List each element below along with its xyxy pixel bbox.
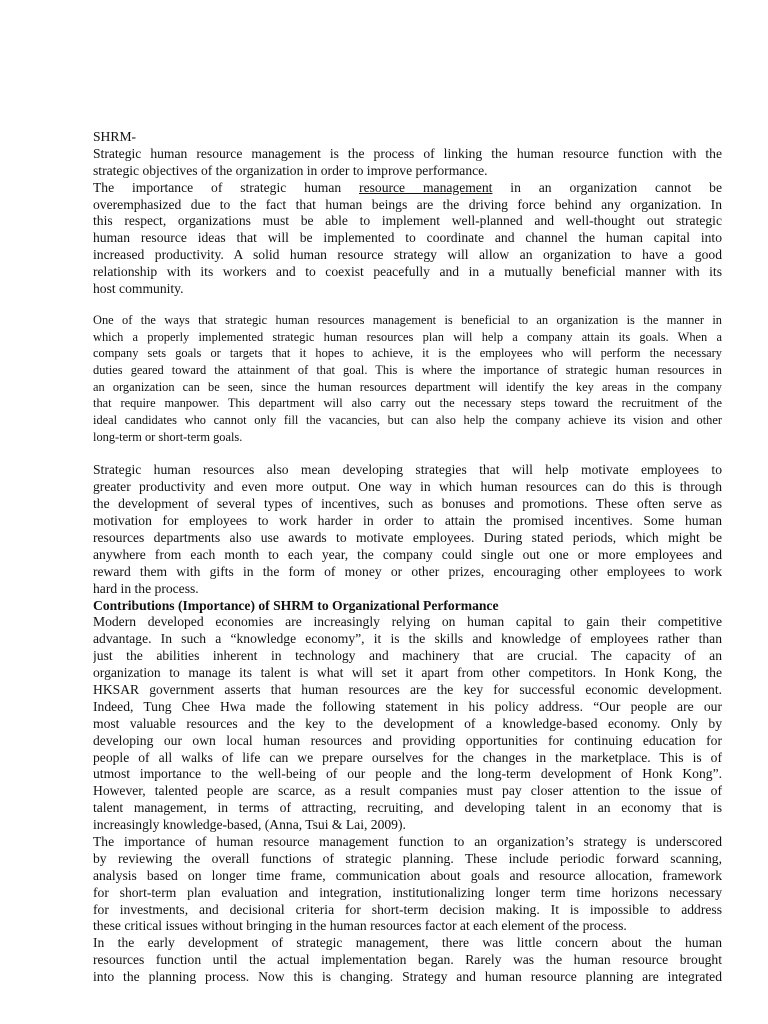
- text-line: most valuable resources and the key to the development of a knowledge-based economy. Only by: [93, 715, 722, 731]
- text-line: host community.: [93, 281, 184, 297]
- text-line: organization to manage its talent is what will set it apart from other competitors. In Honk Kong, the: [93, 665, 722, 681]
- text-line: analysis based on longer time frame, communication about goals and resource allocation, framework: [93, 867, 722, 883]
- text-line: greater productivity and even more output. One way in which human resources can do this is through: [93, 479, 722, 495]
- text-line: However, talented people are scarce, as a result companies must pay closer attention to the issue of: [93, 783, 722, 799]
- text-line: this respect, organizations must be able to implement well-planned and well-thought out strategic: [93, 213, 722, 229]
- text-line: [93, 180, 722, 197]
- text-line: advantage. In such a “knowledge economy”, it is the skills and knowledge of employees rather than: [93, 631, 722, 647]
- text-line: anywhere from each month to each year, the company could single out one or more employees and: [93, 546, 722, 562]
- paragraph-early-development: [93, 935, 722, 986]
- text-line: an organization can be seen, since the human resources department will identify the key areas in the company: [93, 379, 722, 394]
- text-line: which a properly implemented strategic human resources plan will help a company attain its goals. When a: [93, 329, 722, 344]
- text-line: One of the ways that strategic human resources management is beneficial to an organization is the manner in: [93, 312, 722, 327]
- text-line: the development of several types of incentives, such as bonuses and promotions. These often serve as: [93, 496, 722, 512]
- section-heading: Contributions (Importance) of SHRM to Organizational Performance: [93, 597, 499, 613]
- text-line: that require manpower. This department will also carry out the necessary steps toward the recruitment of the: [93, 396, 722, 411]
- text-fragment: in an organization cannot be: [492, 179, 722, 195]
- paragraph-importance: [93, 180, 722, 298]
- text-line: developing our own local human resources and providing opportunities for continuing education for: [93, 732, 722, 748]
- text-line: long-term or short-term goals.: [93, 429, 243, 444]
- text-line: company sets goals or targets that it hopes to achieve, it is the employees who will perform the necessary: [93, 346, 722, 361]
- document-body: [93, 129, 722, 986]
- text-line: increased productivity. A solid human resource strategy will allow an organization to have a good: [93, 247, 722, 263]
- text-line: people of all walks of life can we prepare ourselves for the changes in the marketplace. This is of: [93, 749, 722, 765]
- text-line: In the early development of strategic management, there was little concern about the human: [93, 935, 722, 951]
- text-line: Modern developed economies are increasingly relying on human capital to gain their competitive: [93, 614, 722, 630]
- text-line: utmost importance to the well-being of our people and the long-term development of Honk Kong”.: [93, 766, 722, 782]
- resource-management-link[interactable]: resource management: [359, 179, 493, 195]
- text-line: relationship with its workers and to coexist peacefully and in a mutually beneficial manner with its: [93, 264, 722, 280]
- text-fragment: The importance of strategic human: [93, 179, 360, 195]
- text-line: for investments, and decisional criteria for short-term decision making. It is impossible to address: [93, 901, 722, 917]
- text-line: duties geared toward the attainment of that goal. This is where the importance of strategic human resources in: [93, 362, 722, 377]
- paragraph-definition: [93, 146, 722, 180]
- text-line: Strategic human resource management is the process of linking the human resource function with the: [93, 145, 722, 161]
- text-line: just the abilities inherent in technology and machinery that are crucial. The capacity of an: [93, 648, 722, 664]
- text-line: overemphasized due to the fact that human beings are the driving force behind any organization. In: [93, 196, 722, 212]
- text-line: for short-term plan evaluation and integration, institutionalizing longer term time horizons necessary: [93, 884, 722, 900]
- text-line: HKSAR government asserts that human resources are the key for successful economic development.: [93, 681, 722, 697]
- text-line: human resource ideas that will be implemented to coordinate and channel the human capital into: [93, 230, 722, 246]
- text-line: The importance of human resource management function to an organization’s strategy is underscored: [93, 834, 722, 849]
- text-line: Indeed, Tung Chee Hwa made the following statement in his policy address. “Our people are our: [93, 698, 722, 714]
- text-line: resources departments also use awards to motivate employees. During stated periods, which might be: [93, 529, 722, 545]
- text-line: into the planning process. Now this is changing. Strategy and human resource planning are integrated: [93, 969, 722, 985]
- text-line: Strategic human resources also mean developing strategies that will help motivate employees to: [93, 462, 722, 478]
- paragraph-strategic-planning: [93, 834, 722, 935]
- paragraph-motivation: [93, 462, 722, 597]
- text-line: increasingly knowledge-based, (Anna, Tsui & Lai, 2009).: [93, 817, 406, 833]
- text-line: reward them with gifts in the form of money or other prizes, encouraging other employees to work: [93, 563, 722, 579]
- text-line: resources function until the actual implementation began. Rarely was the human resource brought: [93, 952, 722, 968]
- text-line: ideal candidates who cannot only fill the vacancies, but can also help the company achieve its vision and other: [93, 413, 722, 428]
- text-line: these critical issues without bringing in the human resources factor at each element of the process.: [93, 918, 627, 934]
- text-line: motivation for employees to work harder in order to attain the promised incentives. Some human: [93, 513, 722, 529]
- paragraph-knowledge-economy: [93, 614, 722, 834]
- doc-title: SHRM-: [93, 129, 137, 144]
- text-line: talent management, in terms of attracting, recruiting, and developing talent in an economy that is: [93, 800, 722, 816]
- text-line: by reviewing the overall functions of strategic planning. These include periodic forward scanning,: [93, 850, 722, 866]
- text-line: strategic objectives of the organization in order to improve performance.: [93, 162, 488, 178]
- paragraph-goals: [93, 312, 722, 446]
- text-line: hard in the process.: [93, 580, 199, 596]
